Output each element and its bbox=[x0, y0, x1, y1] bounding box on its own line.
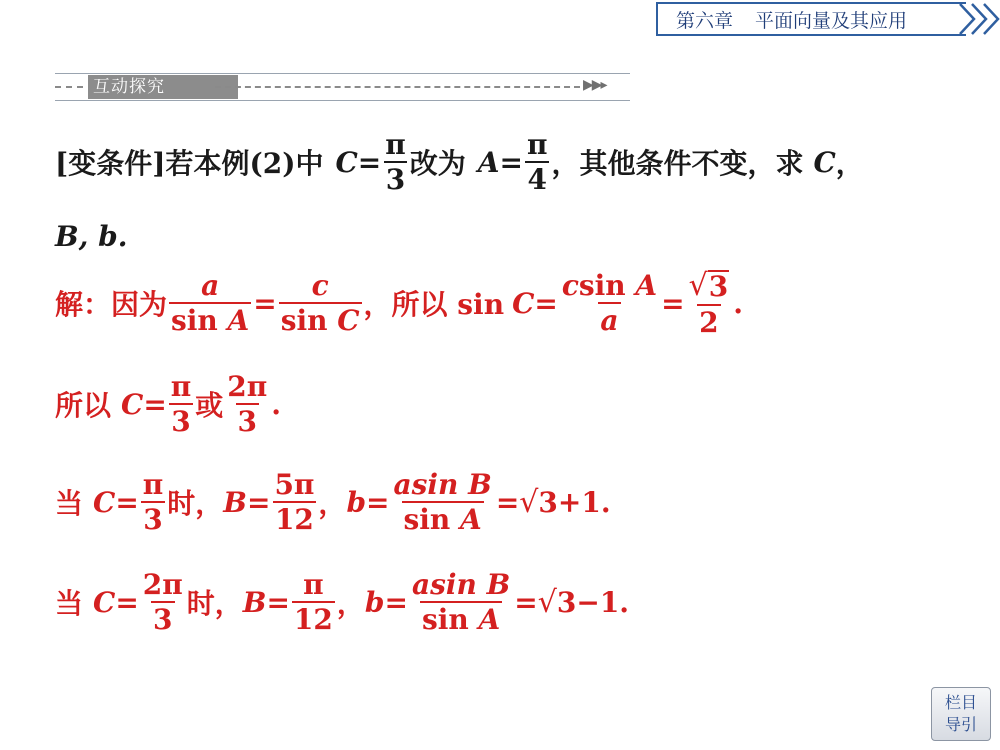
var-b-upper: B bbox=[242, 585, 267, 619]
equals: = bbox=[384, 585, 408, 619]
fraction-pi-3: $\frac{\pi}{3}$ bbox=[170, 370, 192, 439]
result-minus: 3−1. bbox=[556, 585, 630, 619]
var-b-upper: B bbox=[223, 485, 247, 519]
var-a: A bbox=[477, 145, 500, 179]
solution-line-2 bbox=[55, 372, 281, 437]
fraction-csinA-over-a: $\frac{\text{csin A}}{a}$ bbox=[561, 269, 658, 338]
comma: ， bbox=[336, 587, 365, 621]
solution-prefix: 解：因为 bbox=[55, 288, 168, 322]
equals: = bbox=[495, 485, 520, 519]
var-c: C bbox=[512, 286, 535, 320]
var-c: C bbox=[121, 387, 144, 421]
fraction-pi-4: $\frac{\pi}{4}$ bbox=[526, 128, 548, 197]
solution-line-2-prefix: 所以 bbox=[55, 389, 112, 423]
nav-button-line-2: 导引 bbox=[944, 715, 977, 734]
fraction-asinB-over-sinA: $\frac{\text{asin B}}{\text{sin A}}$ bbox=[411, 568, 511, 637]
comma: ， bbox=[318, 487, 347, 521]
section-ribbon bbox=[55, 73, 630, 101]
equals: = bbox=[661, 286, 685, 320]
equals: = bbox=[499, 145, 523, 179]
or-text: 或 bbox=[195, 389, 224, 423]
arrows-icon: ▶▶▸ bbox=[583, 77, 606, 93]
comma: ， bbox=[835, 147, 864, 181]
fraction-2pi-3: $\frac{2\pi}{3}$ bbox=[142, 568, 183, 637]
problem-prefix: [变条件]若本例(2)中 bbox=[55, 147, 324, 181]
section-label: 互动探究 bbox=[88, 75, 238, 99]
fraction-asinB-over-sinA: $\frac{\text{asin B}}{\text{sin A}}$ bbox=[393, 468, 492, 537]
fraction-pi-3: $\frac{\pi}{3}$ bbox=[385, 128, 406, 197]
solution-line-4 bbox=[55, 570, 629, 635]
fraction-c-over-sinC: $\frac{c}{\text{sin C}}$ bbox=[280, 269, 360, 338]
var-b-lower: b bbox=[346, 485, 367, 519]
equals: = bbox=[514, 585, 538, 619]
fraction-a-over-sinA: $\frac{a}{\text{sin A}}$ bbox=[171, 269, 250, 338]
equals: = bbox=[246, 485, 271, 519]
chevron-right-icon bbox=[956, 2, 1000, 36]
sqrt-expression: √ bbox=[537, 584, 557, 620]
nav-button-line-1: 栏目 bbox=[944, 693, 977, 712]
fraction-2pi-3: $\frac{2\pi}{3}$ bbox=[227, 370, 268, 439]
chapter-tab[interactable] bbox=[656, 2, 966, 36]
fraction-pi-3: $\frac{\pi}{3}$ bbox=[142, 468, 164, 537]
problem-line-2-text: B, b. bbox=[55, 220, 128, 253]
equals: = bbox=[115, 485, 139, 519]
equals: = bbox=[366, 485, 390, 519]
sqrt-expression: √ bbox=[519, 484, 539, 520]
var-c: C bbox=[93, 585, 116, 619]
equals: = bbox=[357, 145, 382, 179]
solution-mid: ，所以 sin bbox=[363, 288, 505, 322]
chapter-title: 平面向量及其应用 bbox=[755, 9, 908, 32]
chapter-number: 第六章 bbox=[676, 9, 734, 32]
period: . bbox=[271, 387, 282, 421]
ribbon-dash-right bbox=[215, 86, 580, 88]
shi-text: 时， bbox=[186, 587, 243, 621]
when-text: 当 bbox=[55, 487, 84, 521]
ribbon-dash-left bbox=[55, 86, 83, 88]
var-b-lower: b bbox=[364, 585, 385, 619]
fraction-sqrt3-over-2: √ 3 2 bbox=[688, 268, 729, 339]
equals: = bbox=[115, 585, 139, 619]
equals: = bbox=[266, 585, 290, 619]
problem-line-2 bbox=[55, 220, 128, 253]
fraction-5pi-12: $\frac{5\pi}{12}$ bbox=[274, 468, 315, 537]
solution-line-1 bbox=[55, 270, 743, 337]
period: . bbox=[733, 286, 743, 320]
section-nav-button[interactable] bbox=[931, 687, 991, 741]
equals: = bbox=[534, 286, 558, 320]
problem-rest: ，其他条件不变，求 bbox=[551, 147, 804, 181]
var-c-end: C bbox=[813, 145, 836, 179]
equals: = bbox=[143, 387, 167, 421]
var-c: C bbox=[93, 485, 116, 519]
when-text: 当 bbox=[55, 587, 84, 621]
solution-line-3 bbox=[55, 470, 611, 535]
shi-text: 时， bbox=[167, 487, 224, 521]
fraction-pi-12: $\frac{\pi}{12}$ bbox=[293, 568, 333, 637]
equals: = bbox=[253, 286, 277, 320]
var-c: C bbox=[335, 145, 358, 179]
problem-line-1 bbox=[55, 130, 864, 195]
change-text: 改为 bbox=[409, 147, 466, 181]
result-plus: 3+1. bbox=[538, 485, 611, 519]
